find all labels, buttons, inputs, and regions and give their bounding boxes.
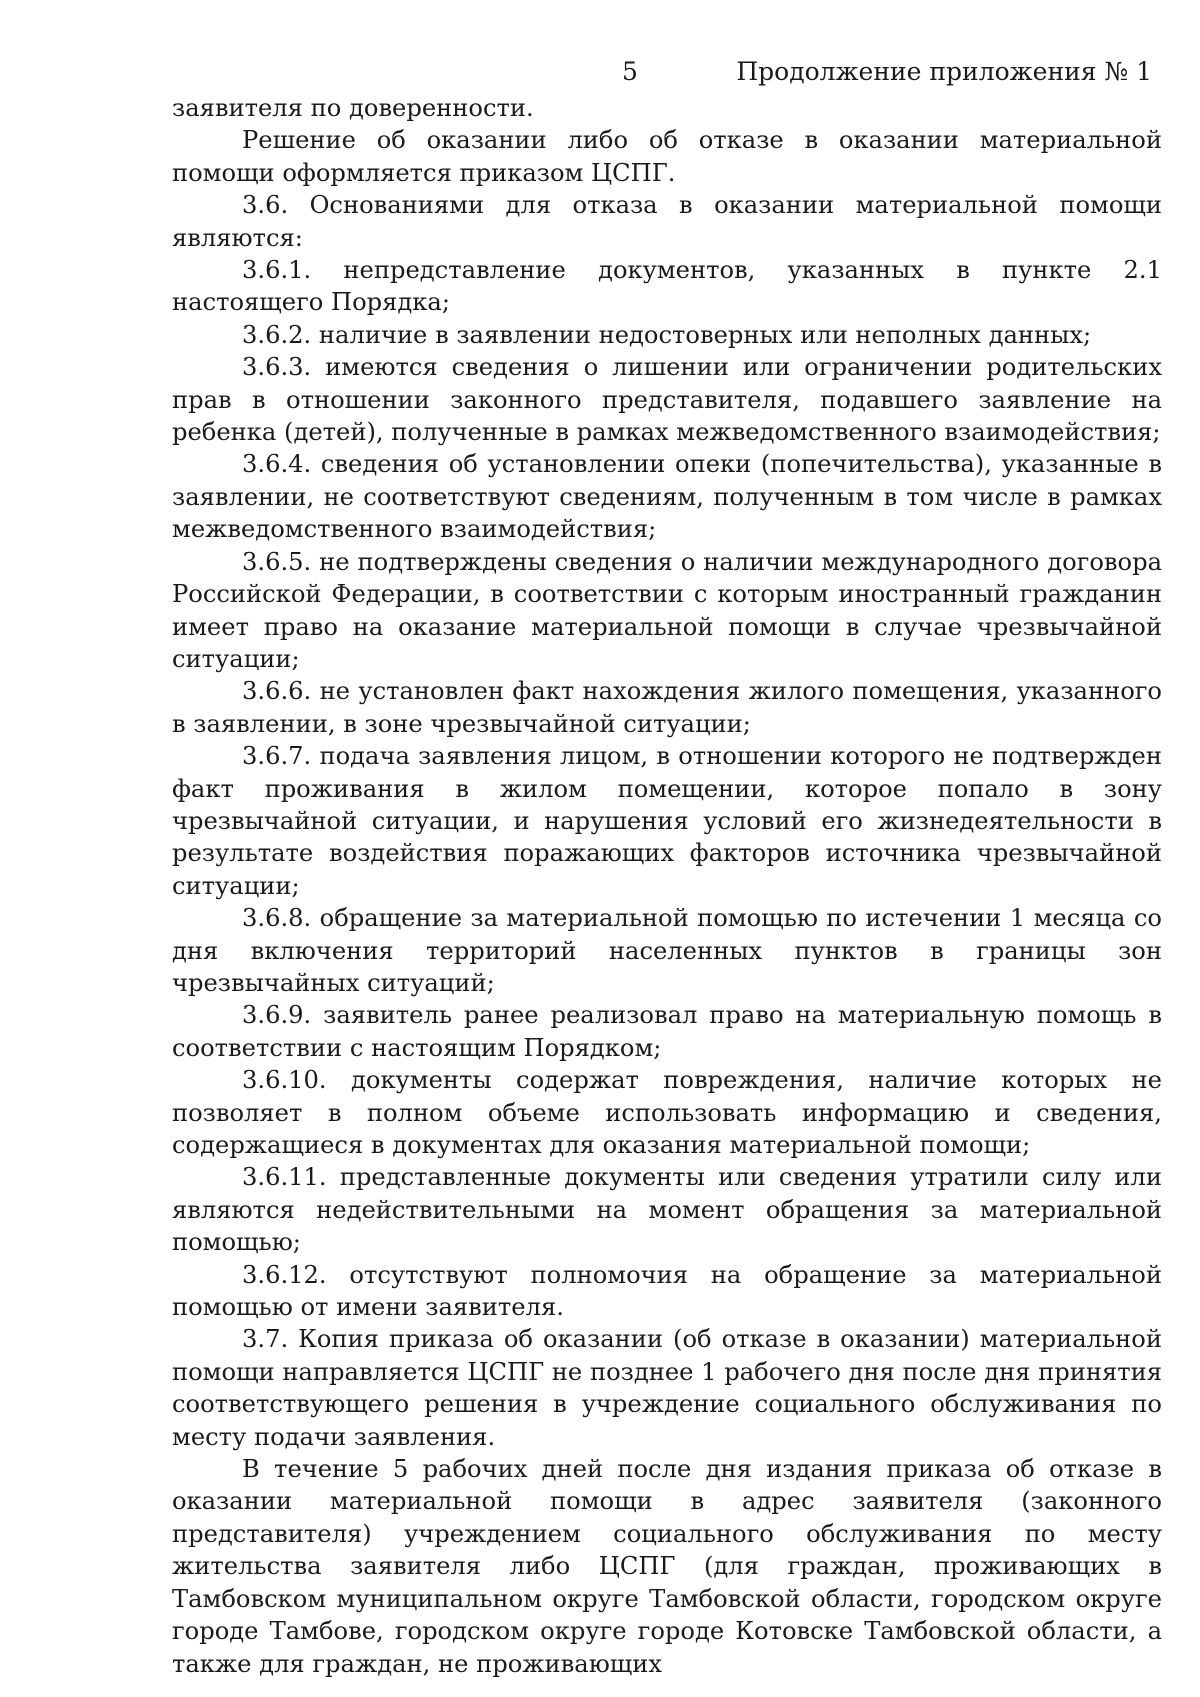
paragraph-3-6-3: 3.6.3. имеются сведения о лишении или ограничении родительских прав в отношении законного представителя, подавшего заявление на ребенка (детей), полученные в рамках межведомственного взаимодействия; bbox=[172, 353, 1162, 447]
document-body bbox=[172, 92, 1162, 1680]
paragraph-3-6: 3.6. Основаниями для отказа в оказании материальной помощи являются: bbox=[172, 191, 1162, 252]
paragraph-3-6-11: 3.6.11. представленные документы или сведения утратили силу или являются недействительными на момент обращения за материальной помощью; bbox=[172, 1163, 1162, 1257]
paragraph-3-6-7: 3.6.7. подача заявления лицом, в отношении которого не подтвержден факт проживания в жилом помещении, которое попало в зону чрезвычайной ситуации, и нарушения условий его жизнедеятельности в результате воздействия поражающих факторов источника чрезвычайной ситуации; bbox=[172, 742, 1162, 900]
running-header: Продолжение приложения № 1 bbox=[736, 57, 1152, 86]
paragraph-3-6-10: 3.6.10. документы содержат повреждения, наличие которых не позволяет в полном объеме использовать информацию и сведения, содержащиеся в документах для оказания материальной помощи; bbox=[172, 1066, 1162, 1159]
page-number: 5 bbox=[622, 57, 638, 86]
paragraph-3-6-1: 3.6.1. непредставление документов, указанных в пункте 2.1 настоящего Порядка; bbox=[172, 256, 1162, 317]
paragraph-3-6-12: 3.6.12. отсутствуют полномочия на обращение за материальной помощью от имени заявителя. bbox=[172, 1260, 1162, 1322]
paragraph-3-7: 3.7. Копия приказа об оказании (об отказе в оказании) материальной помощи направляется ЦСПГ не позднее 1 рабочего дня после дня принятия соответствующего решения в учреждение социального обслуживания по месту подачи заявления. bbox=[172, 1325, 1162, 1451]
paragraph-3-6-6: 3.6.6. не установлен факт нахождения жилого помещения, указанного в заявлении, в зоне чрезвычайной ситуации; bbox=[172, 677, 1162, 738]
paragraph-3-6-9: 3.6.9. заявитель ранее реализовал право на материальную помощь в соответствии с настоящим Порядком; bbox=[172, 1001, 1162, 1062]
paragraph-refusal-notice: В течение 5 рабочих дней после дня издания приказа об отказе в оказании материальной помощи в адрес заявителя (законного представителя) учреждением социального обслуживания по месту жительства заявителя либо ЦСПГ (для граждан, проживающих в Тамбовском муниципальном округе Тамбовской области, городском округе городе Тамбове, городском округе городе Котовске Тамбовской области, а также для граждан, не проживающих bbox=[172, 1455, 1162, 1678]
paragraph-3-6-8: 3.6.8. обращение за материальной помощью по истечении 1 месяца со дня включения территорий населенных пунктов в границы зон чрезвычайных ситуаций; bbox=[172, 904, 1162, 997]
paragraph-3-6-5: 3.6.5. не подтверждены сведения о наличии международного договора Российской Федерации, в соответствии с которым иностранный гражданин имеет право на оказание материальной помощи в случае чрезвычайной ситуации; bbox=[172, 547, 1162, 673]
paragraph-3-6-2: 3.6.2. наличие в заявлении недостоверных или неполных данных; bbox=[242, 320, 1092, 349]
paragraph-decision: Решение об оказании либо об отказе в оказании материальной помощи оформляется приказом ЦСПГ. bbox=[172, 126, 1162, 187]
paragraph-3-6-4: 3.6.4. сведения об установлении опеки (попечительства), указанные в заявлении, не соответствуют сведениям, полученным в том числе в рамках межведомственного взаимодействия; bbox=[172, 450, 1162, 544]
paragraph-continuation: заявителя по доверенности. bbox=[172, 94, 534, 122]
